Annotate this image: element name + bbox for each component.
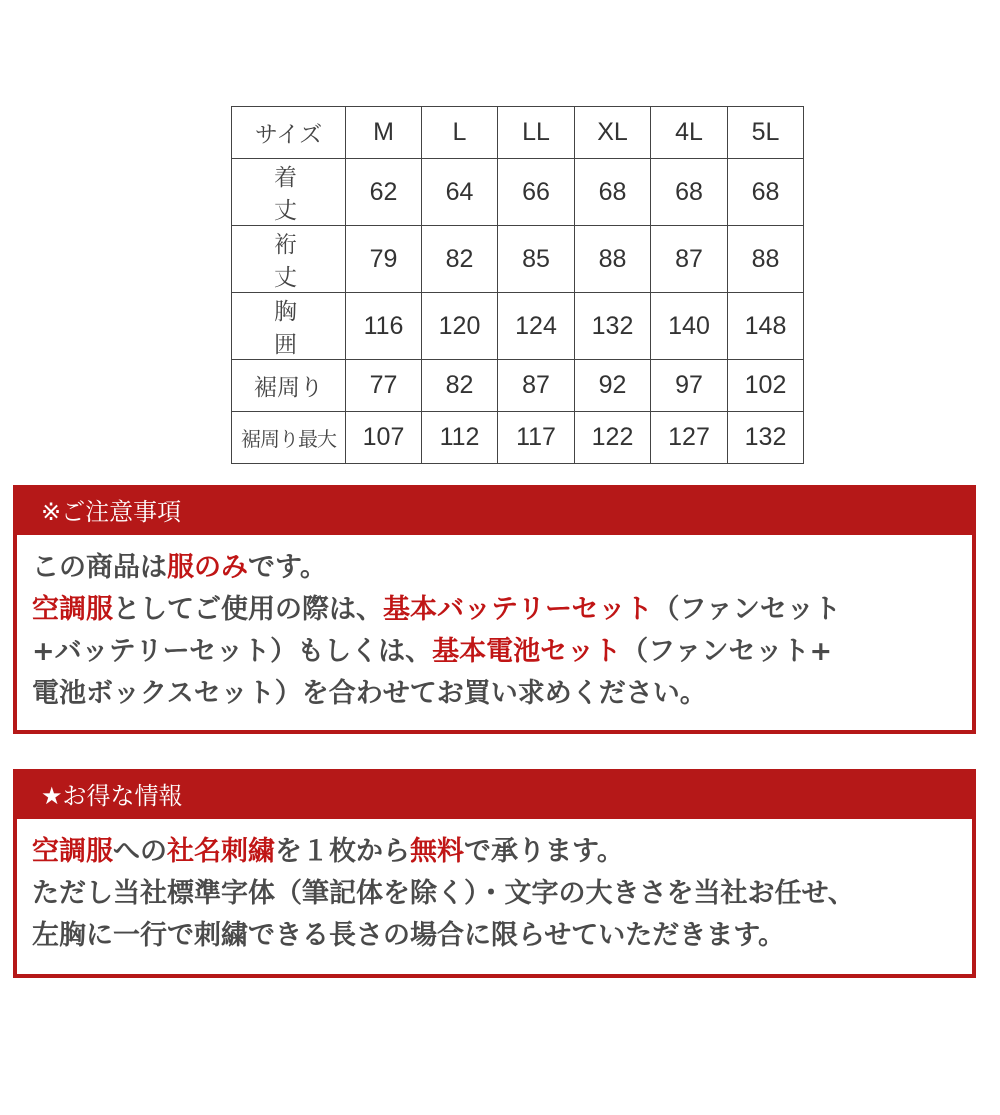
table-cell: 117: [498, 412, 575, 464]
table-cell: 124: [498, 293, 575, 360]
row-label: 裾周り: [232, 360, 346, 412]
row-label: 胸囲: [232, 293, 346, 360]
text-segment: としてご使用の際は、: [113, 594, 383, 625]
table-cell: 92: [575, 360, 651, 412]
text-segment: への: [113, 836, 167, 867]
table-header-cell: XL: [575, 107, 651, 159]
notice-box: [13, 485, 976, 734]
text-segment: +バッテリーセット）もしくは、: [32, 636, 433, 667]
table-cell: 79: [346, 226, 422, 293]
table-row: [232, 360, 804, 412]
table-cell: 66: [498, 159, 575, 226]
table-cell: 68: [575, 159, 651, 226]
notice-line: [32, 547, 958, 589]
notice-line: [32, 589, 958, 631]
table-header-cell: 4L: [651, 107, 728, 159]
text-segment: です。: [248, 552, 327, 583]
table-cell: 102: [728, 360, 804, 412]
text-segment: （ファンセット: [652, 594, 841, 625]
table-cell: 127: [651, 412, 728, 464]
highlight-text: 服のみ: [167, 552, 248, 583]
text-segment: （ファンセット+: [621, 636, 833, 667]
info-line: 左胸に一行で刺繍できる長さの場合に限らせていただきます。: [32, 920, 786, 951]
table-row: [232, 226, 804, 293]
table-cell: 77: [346, 360, 422, 412]
table-row: [232, 159, 804, 226]
table-cell: 87: [498, 360, 575, 412]
highlight-text: 社名刺繍: [167, 836, 275, 867]
notice-line: 電池ボックスセット）を合わせてお買い求めください。: [32, 678, 707, 709]
text-segment: この商品は: [32, 552, 167, 583]
notice-title: ※ご注意事項: [17, 489, 972, 535]
table-cell: 116: [346, 293, 422, 360]
table-cell: 68: [728, 159, 804, 226]
row-label: 着丈: [232, 159, 346, 226]
highlight-text: 空調服: [32, 594, 113, 625]
table-row: [232, 412, 804, 464]
notice-body: [17, 535, 972, 715]
table-cell: 64: [422, 159, 498, 226]
text-segment: で承ります。: [464, 836, 624, 867]
table-row: [232, 293, 804, 360]
text-segment: を１枚から: [275, 836, 410, 867]
table-cell: 107: [346, 412, 422, 464]
table-cell: 87: [651, 226, 728, 293]
table-cell: 112: [422, 412, 498, 464]
info-title: ★お得な情報: [17, 773, 972, 819]
row-label: 裾周り最大: [232, 412, 346, 464]
highlight-text: 基本バッテリーセット: [383, 594, 653, 625]
table-cell: 122: [575, 412, 651, 464]
notice-line: [32, 631, 958, 673]
table-cell: 88: [728, 226, 804, 293]
table-cell: 97: [651, 360, 728, 412]
table-header-cell: L: [422, 107, 498, 159]
table-header-cell: M: [346, 107, 422, 159]
table-cell: 120: [422, 293, 498, 360]
table-cell: 132: [575, 293, 651, 360]
table-cell: 85: [498, 226, 575, 293]
table-cell: 68: [651, 159, 728, 226]
highlight-text: 無料: [410, 836, 464, 867]
info-body: [17, 819, 972, 957]
info-line: ただし当社標準字体（筆記体を除く）・文字の大きさを当社お任せ、: [32, 878, 855, 909]
table-header-row: [232, 107, 804, 159]
table-cell: 62: [346, 159, 422, 226]
info-box: [13, 769, 976, 978]
row-label: 裄丈: [232, 226, 346, 293]
table-cell: 82: [422, 360, 498, 412]
table-header-cell: 5L: [728, 107, 804, 159]
highlight-text: 基本電池セット: [432, 636, 622, 667]
table-cell: 140: [651, 293, 728, 360]
info-line: [32, 831, 958, 873]
table-cell: 132: [728, 412, 804, 464]
table-cell: 148: [728, 293, 804, 360]
highlight-text: 空調服: [32, 836, 113, 867]
table-header-cell: サイズ: [232, 107, 346, 159]
table-header-cell: LL: [498, 107, 575, 159]
table-cell: 88: [575, 226, 651, 293]
table-cell: 82: [422, 226, 498, 293]
size-table: [231, 106, 804, 464]
